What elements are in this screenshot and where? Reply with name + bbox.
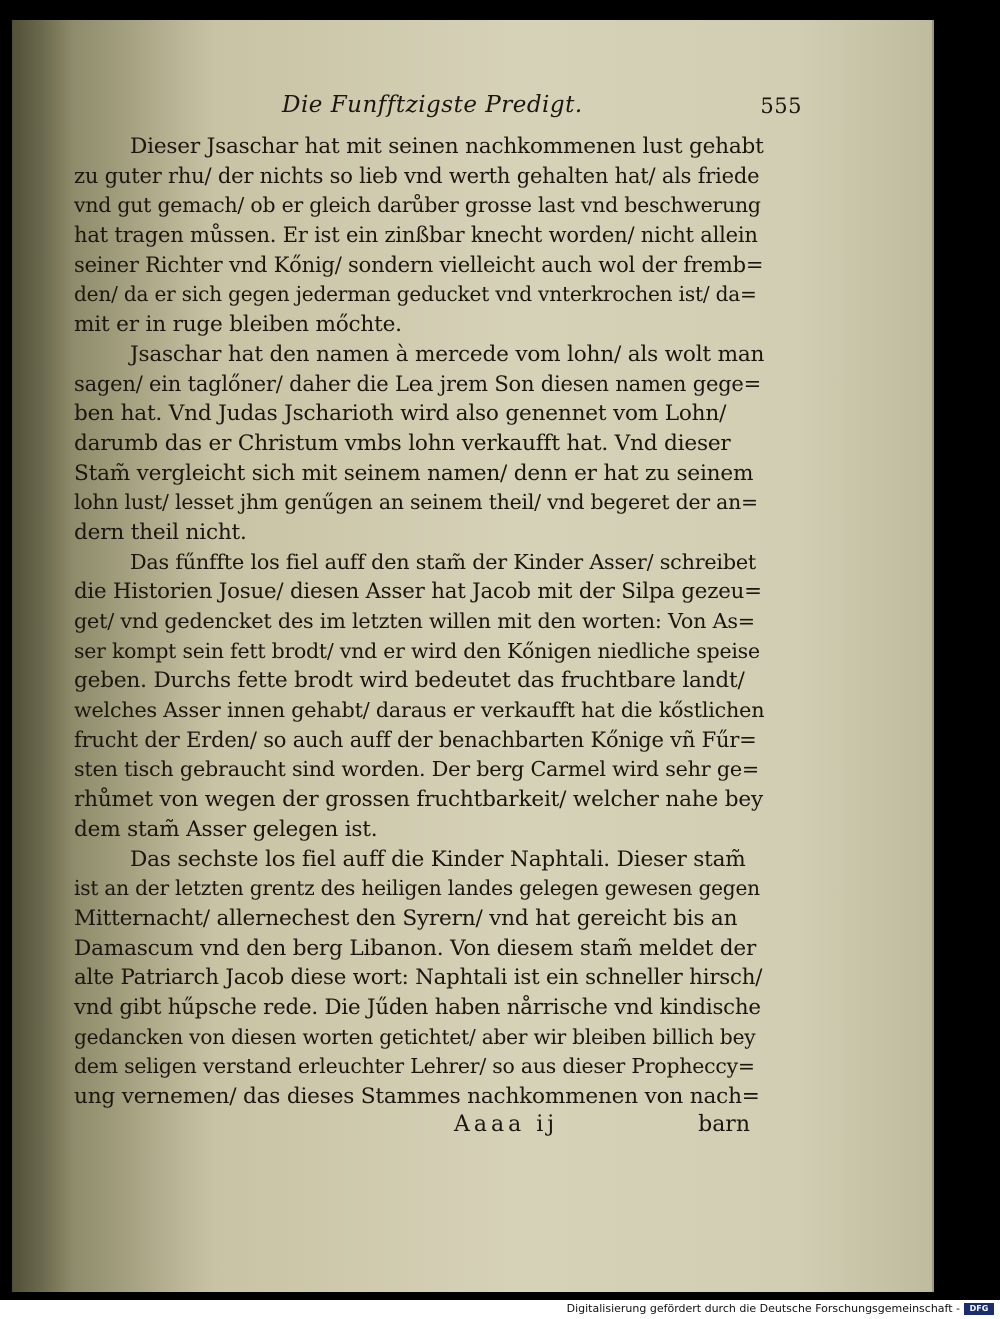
- text-line: Stam̃ vergleicht sich mit seinem namen/ denn er hat zu seinem: [74, 460, 754, 486]
- text-line: ung vernemen/ das dieses Stammes nachkommenen von nach=: [74, 1084, 760, 1109]
- text-line: get/ vnd gedencket des im letzten willen mit den worten: Von As=: [74, 609, 755, 633]
- text-line: seiner Richter vnd Kőnig/ sondern vielleicht auch wol der fremb=: [74, 252, 764, 277]
- text-line: Damascum vnd den berg Libanon. Von diesem stam̃ meldet der: [74, 935, 757, 961]
- text-line: dem stam̃ Asser gelegen ist.: [74, 816, 378, 842]
- text-line: lohn lust/ lesset jhm genűgen an seinem theil/ vnd begeret der an=: [74, 490, 758, 515]
- text-line: gedancken von diesen worten getichtet/ aber wir bleiben billich bey: [74, 1024, 756, 1049]
- text-line: vnd gut gemach/ ob er gleich darůber grosse last vnd beschwerung: [74, 193, 761, 218]
- text-line: sten tisch gebraucht sind worden. Der berg Carmel wird sehr ge=: [74, 757, 760, 782]
- text-line: vnd gibt hűpsche rede. Die Jűden haben nårrische vnd kindische: [74, 994, 761, 1020]
- text-line: rhůmet von wegen der grossen fruchtbarkeit/ welcher nahe bey: [74, 787, 763, 813]
- text-line: ist an der letzten grentz des heiligen landes gelegen gewesen gegen: [74, 876, 760, 901]
- text-line: ser kompt sein fett brodt/ vnd er wird den Kőnigen niedliche speise: [74, 638, 760, 663]
- running-title: Die Funfftzigste Predigt.: [282, 92, 583, 118]
- credit-bar: [0, 1300, 1000, 1319]
- text-line: alte Patriarch Jacob diese wort: Naphtali ist ein schneller hirsch/: [74, 965, 763, 991]
- text-line: sagen/ ein taglőner/ daher die Lea jrem Son diesen namen gege=: [74, 371, 762, 396]
- book-page: [12, 20, 934, 1292]
- body-text: [74, 132, 764, 1112]
- text-line: Dieser Jsaschar hat mit seinen nachkommenen lust gehabt: [130, 134, 764, 159]
- text-line: welches Asser innen gehabt/ daraus er verkaufft hat die kőstlichen: [74, 698, 765, 723]
- page-number: 555: [760, 94, 802, 118]
- text-line: Das fűnffte los fiel auff den stam̃ der Kinder Asser/ schreibet: [130, 549, 757, 574]
- catchword: barn: [698, 1112, 750, 1137]
- text-line: zu guter rhu/ der nichts so lieb vnd werth gehalten hat/ als friede: [74, 163, 760, 188]
- text-line: den/ da er sich gegen jederman geducket vnd vnterkrochen ist/ da=: [74, 282, 757, 307]
- text-line: Das sechste los fiel auff die Kinder Naphtali. Dieser stam̃: [130, 846, 746, 872]
- running-header: [282, 92, 802, 126]
- text-line: darumb das er Christum vmbs lohn verkaufft hat. Vnd dieser: [74, 430, 731, 456]
- text-line: hat tragen můssen. Er ist ein zinßbar knecht worden/ nicht allein: [74, 223, 758, 248]
- text-line: mit er in ruge bleiben mőchte.: [74, 312, 402, 338]
- text-line: Mitternacht/ allernechest den Syrern/ vnd hat gereicht bis an: [74, 905, 738, 931]
- text-line: dern theil nicht.: [74, 519, 247, 545]
- text-line: geben. Durchs fette brodt wird bedeutet das fruchtbare landt/: [74, 668, 745, 694]
- signature-mark: Aaaa ij: [454, 1112, 559, 1137]
- text-line: die Historien Josue/ diesen Asser hat Jacob mit der Silpa gezeu=: [74, 579, 762, 605]
- text-line: Jsaschar hat den namen à mercede vom lohn/ als wolt man: [130, 341, 765, 367]
- text-line: ben hat. Vnd Judas Jscharioth wird also genennet vom Lohn/: [74, 401, 727, 427]
- page-footer: [74, 1112, 764, 1144]
- dfg-logo-icon: DFG: [964, 1303, 994, 1315]
- funding-credit: Digitalisierung gefördert durch die Deutsche Forschungsgemeinschaft -: [566, 1302, 960, 1315]
- text-line: frucht der Erden/ so auch auff der benachbarten Kőnige vñ Fűr=: [74, 727, 757, 752]
- text-line: dem seligen verstand erleuchter Lehrer/ so aus dieser Propheccy=: [74, 1054, 755, 1079]
